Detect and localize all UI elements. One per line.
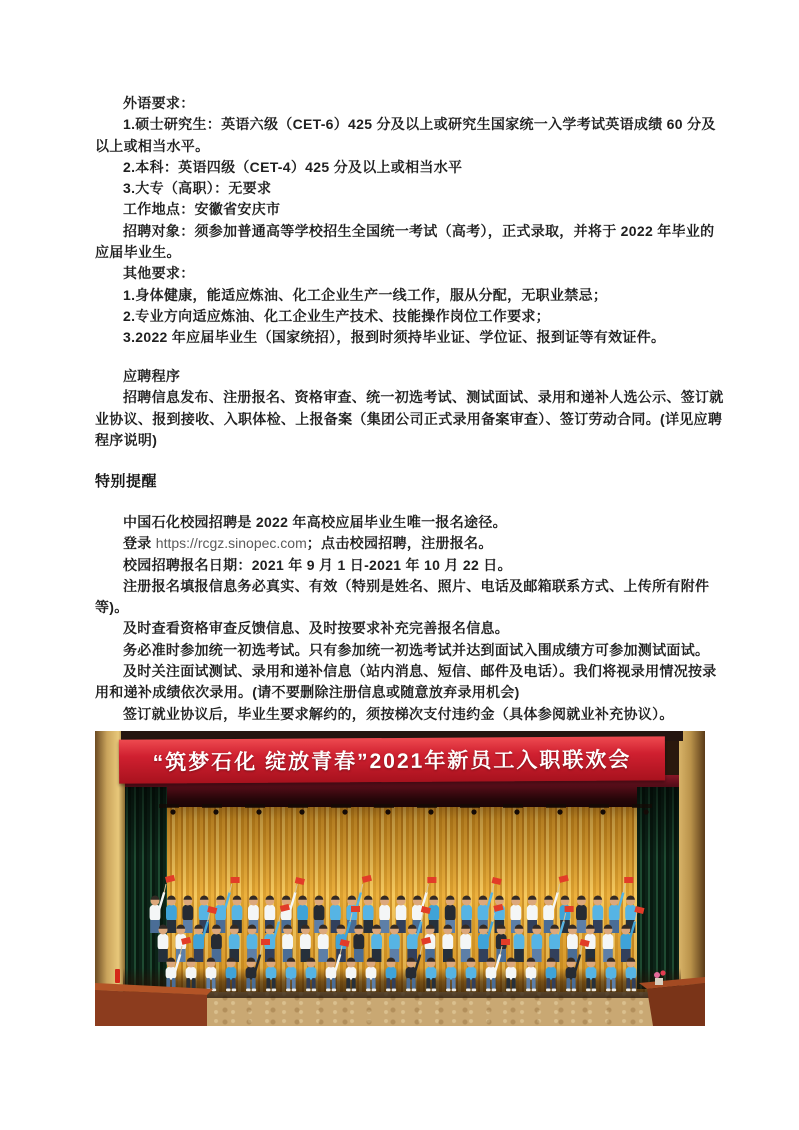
section-requirements [95,93,716,349]
section-procedure [95,366,724,451]
doc-line: 招聘对象：须参加普通高等学校招生全国统一考试（高考），正式录取，并将于 2022 年毕业的 [123,222,715,239]
doc-line: 以上或相当水平。 [95,137,210,154]
doc-line: 及时查看资格审查反馈信息、及时按要求补充完善报名信息。 [123,620,510,637]
doc-line: 等)。 [95,599,129,616]
doc-line: 及时关注面试测试、录用和递补信息（站内消息、短信、邮件及电话）。我们将视录用情况按录 [123,663,717,680]
section-special-reminder [95,512,717,725]
event-photo [95,731,705,1026]
doc-line: 招聘信息发布、注册报名、资格审查、统一初选考试、测试面试、录用和递补人选公示、签订就 [123,389,724,406]
signup-url: https://rcgz.sinopec.com [155,535,307,552]
doc-line: 注册报名填报信息务必真实、有效（特别是姓名、照片、电话及邮箱联系方式、上传所有附件 [123,577,710,594]
doc-line: 务必准时参加统一初选考试。只有参加统一初选考试并达到面试入围成绩方可参加测试面试。 [123,641,710,658]
doc-line: 1.硕士研究生：英语六级（CET-6）425 分及以上或研究生国家统一入学考试英语成绩 60 分及 [123,116,716,133]
doc-line: 用和递补成绩依次录用。(请不要删除注册信息或随意放弃录用机会) [95,684,520,701]
special-reminder-heading: 特别提醒 [95,473,158,490]
doc-line: 工作地点：安徽省安庆市 [123,201,281,218]
photo-banner [119,736,665,783]
procedure-heading: 应聘程序 [123,368,181,384]
doc-line: 其他要求： [123,265,195,282]
doc-line: 2.专业方向适应炼油、化工企业生产技术、技能操作岗位工作要求； [123,307,550,324]
doc-line-login [95,533,711,554]
login-prefix: 登录 [123,535,156,552]
doc-line: 业协议、报到接收、入职体检、上报备案（集团公司正式录用备案审查）、签订劳动合同。(详见应聘 [95,410,723,427]
doc-line: 3.2022 年应届毕业生（国家统招），报到时须持毕业证、学位证、报到证等有效证件。 [123,329,666,346]
doc-line: 3.大专（高职）：无要求 [123,180,272,197]
doc-line: 应届毕业生。 [95,244,181,261]
doc-line: 2.本科：英语四级（CET-4）425 分及以上或相当水平 [123,158,463,175]
login-suffix: ；点击校园招聘，注册报名。 [306,535,493,552]
doc-line: 签订就业协议后，毕业生要求解约的，须按梯次支付违约金（具体参阅就业补充协议）。 [123,705,674,722]
doc-line: 程序说明) [95,431,158,448]
doc-line: 中国石化校园招聘是 2022 年高校应届毕业生唯一报名途径。 [123,514,507,530]
doc-line: 1.身体健康，能适应炼油、化工企业生产一线工作，服从分配，无职业禁忌； [123,286,608,303]
doc-line: 校园招聘报名日期：2021 年 9 月 1 日-2021 年 10 月 22 日。 [123,556,512,573]
doc-line: 外语要求： [123,95,195,111]
banner-text: “筑梦石化 绽放青春”2021年新员工入职联欢会 [152,748,632,775]
